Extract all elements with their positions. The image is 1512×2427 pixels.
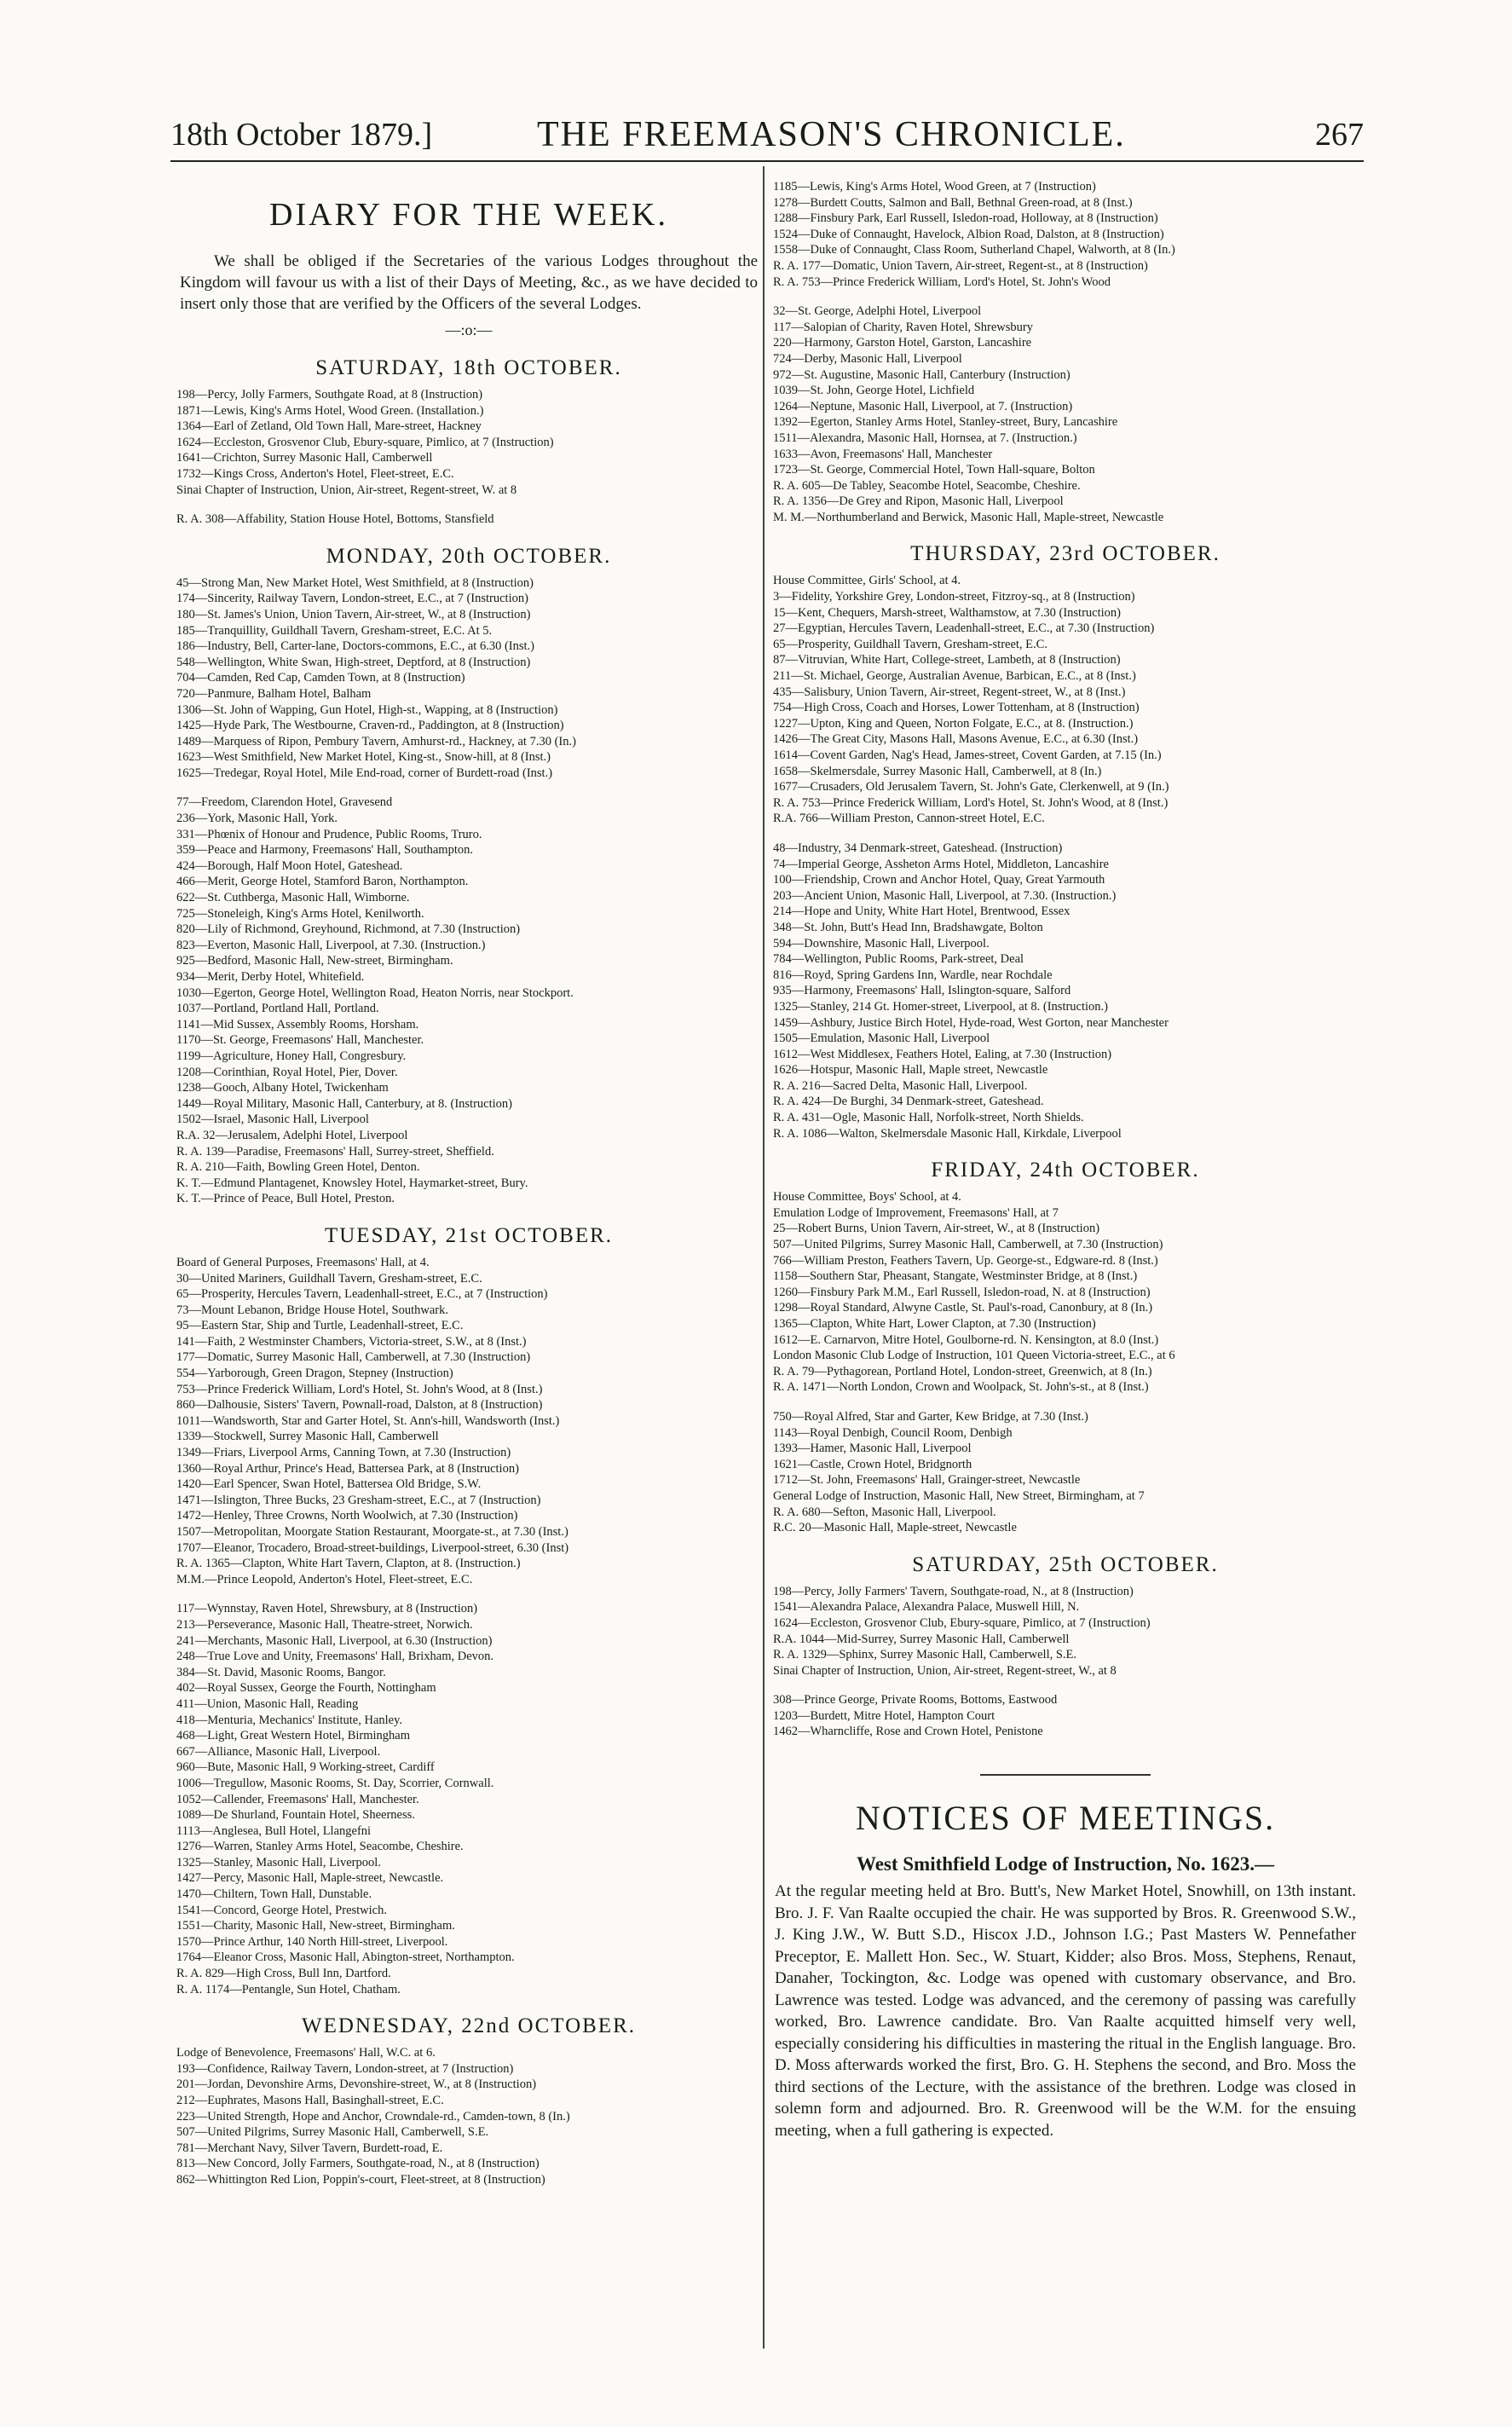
notice-body: At the regular meeting held at Bro. Butt's, New Market Hotel, Snowhill, on 13th instant. Bro. J. F. Van Raalte occupied the chair. He was supported by Bros. R. Greenwood S.W., J. King J.W., W. Butt S.D., Hiscox J.D., Johnson I.G.; Past Masters W. Pennefather Preceptor, E. Mallett Hon. Sec., W. Stuart, Kidder; also Bros. Moss, Stephens, Renaut, Danaher, Tockington, &c. Lodge was opened with customary observance, and Bro. Lawrence was tested. Lodge was advanced, and the ceremony of passing was carefully worked, Bro. Lawrence candidate. Bro. Van Raalte acquitted himself very well, especially considering his difficulties in mastering the ritual in the English language. Bro. D. Moss afterwards worked the first, Bro. G. H. Stephens the second, and Bro. Moss the third sections of the Lecture, with the assistance of the brethren. Lodge was closed in solemn form and adjourned. Bro. R. Greenwood will be the W.M. for the ensuing meeting, when a full gathering is expected. xyxy=(775,1882,1356,2140)
meeting-entry: 1170—St. George, Freemasons' Hall, Manchester. xyxy=(176,1033,424,1048)
meeting-entry: 548—Wellington, White Swan, High-street, Deptford, at 8 (Instruction) xyxy=(176,655,531,669)
meeting-entry: 1558—Duke of Connaught, Class Room, Sutherland Chapel, Walworth, at 8 (In.) xyxy=(773,243,1175,257)
meeting-entry: 214—Hope and Unity, White Hart Hotel, Brentwood, Essex xyxy=(773,904,1071,919)
meeting-entry: 100—Friendship, Crown and Anchor Hotel, Quay, Great Yarmouth xyxy=(773,873,1105,887)
meeting-entry: R. A. 177—Domatic, Union Tavern, Air-street, Regent-st., at 8 (Instruction) xyxy=(773,258,1148,273)
meeting-entry: 418—Menturia, Mechanics' Institute, Hanley. xyxy=(176,1713,403,1727)
meeting-list xyxy=(176,2045,763,2187)
day-heading: WEDNESDAY, 22nd OCTOBER. xyxy=(301,2014,637,2038)
column-divider xyxy=(763,166,765,2349)
meeting-entry: R.A. 32—Jerusalem, Adelphi Hotel, Liverpool xyxy=(176,1128,408,1142)
meeting-entry: 27—Egyptian, Hercules Tavern, Leadenhall-street, E.C., at 7.30 (Instruction) xyxy=(773,621,1155,636)
meeting-entry: 1612—E. Carnarvon, Mitre Hotel, Goulborne-rd. N. Kensington, at 8.0 (Inst.) xyxy=(773,1332,1159,1347)
meeting-entry: 1360—Royal Arthur, Prince's Head, Battersea Park, at 8 (Instruction) xyxy=(176,1461,519,1476)
list-gap xyxy=(176,498,763,511)
meeting-entry: 212—Euphrates, Masons Hall, Basinghall-street, E.C. xyxy=(176,2094,444,2107)
meeting-entry: 1203—Burdett, Mitre Hotel, Hampton Court xyxy=(773,1708,995,1723)
meeting-entry: 1624—Eccleston, Grosvenor Club, Ebury-square, Pimlico, at 7 (Instruction) xyxy=(176,435,554,449)
meeting-entry: 1306—St. John of Wapping, Gun Hotel, High-st., Wapping, at 8 (Instruction) xyxy=(176,702,558,717)
meeting-entry: R. A. 1329—Sphinx, Surrey Masonic Hall, Camberwell, S.E. xyxy=(773,1648,1077,1662)
meeting-entry: 117—Wynnstay, Raven Hotel, Shrewsbury, at 8 (Instruction) xyxy=(176,1602,478,1616)
notice-heading: West Smithfield Lodge of Instruction, No. 1623.— xyxy=(856,1853,1275,1875)
meeting-entry: 667—Alliance, Masonic Hall, Liverpool. xyxy=(176,1744,381,1759)
meeting-entry: 820—Lily of Richmond, Greyhound, Richmond, at 7.30 (Instruction) xyxy=(176,922,521,937)
diary-separator: —:o:— xyxy=(445,321,493,338)
meeting-list xyxy=(773,179,1359,525)
meeting-entry: 860—Dalhousie, Sisters' Tavern, Pownall-road, Dalston, at 8 (Instruction) xyxy=(176,1398,543,1413)
meeting-entry: 48—Industry, 34 Denmark-street, Gateshead. (Instruction) xyxy=(773,841,1063,855)
meeting-entry: 507—United Pilgrims, Surrey Masonic Hall, Camberwell, at 7.30 (Instruction) xyxy=(773,1238,1163,1252)
meeting-entry: London Masonic Club Lodge of Instruction, 101 Queen Victoria-street, E.C., at 6 xyxy=(773,1349,1175,1363)
meeting-entry: 554—Yarborough, Green Dragon, Stepney (Instruction) xyxy=(176,1367,453,1381)
meeting-entry: 1489—Marquess of Ripon, Pembury Tavern, Amhurst-rd., Hackney, at 7.30 (In.) xyxy=(176,734,576,748)
meeting-entry: R. A. 1365—Clapton, White Hart Tavern, Clapton, at 8. (Instruction.) xyxy=(176,1557,521,1571)
meeting-entry: 402—Royal Sussex, George the Fourth, Nottingham xyxy=(176,1681,436,1696)
meeting-entry: 720—Panmure, Balham Hotel, Balham xyxy=(176,686,372,701)
meeting-entry: 1625—Tredegar, Royal Hotel, Mile End-road, corner of Burdett-road (Inst.) xyxy=(176,766,553,780)
meeting-entry: R. A. 431—Ogle, Masonic Hall, Norfolk-street, North Shields. xyxy=(773,1111,1084,1125)
meeting-entry: 1238—Gooch, Albany Hotel, Twickenham xyxy=(176,1081,389,1095)
meeting-entry: 45—Strong Man, New Market Hotel, West Smithfield, at 8 (Instruction) xyxy=(176,575,534,590)
meeting-entry: 223—United Strength, Hope and Anchor, Crowndale-rd., Camden-town, 8 (In.) xyxy=(176,2109,570,2124)
meeting-entry: R. A. 753—Prince Frederick William, Lord's Hotel, St. John's Wood xyxy=(773,274,1111,289)
meeting-entry: 1505—Emulation, Masonic Hall, Liverpool xyxy=(773,1031,990,1046)
meeting-entry: 308—Prince George, Private Rooms, Bottoms, Eastwood xyxy=(773,1693,1058,1708)
meeting-entry: 1626—Hotspur, Masonic Hall, Maple street, Newcastle xyxy=(773,1063,1048,1078)
header-date: 18th October 1879.] xyxy=(170,117,433,153)
meeting-list xyxy=(176,1255,763,1997)
meeting-entry: 1325—Stanley, Masonic Hall, Liverpool. xyxy=(176,1855,381,1869)
meeting-entry: 753—Prince Frederick William, Lord's Hotel, St. John's Wood, at 8 (Inst.) xyxy=(176,1382,543,1396)
meeting-list xyxy=(773,573,1359,1141)
meeting-entry: 1641—Crichton, Surrey Masonic Hall, Camberwell xyxy=(176,451,433,465)
meeting-entry: 193—Confidence, Railway Tavern, London-street, at 7 (Instruction) xyxy=(176,2061,514,2076)
meeting-entry: 1158—Southern Star, Pheasant, Stangate, Westminster Bridge, at 8 (Inst.) xyxy=(773,1269,1138,1284)
meeting-entry: 1185—Lewis, King's Arms Hotel, Wood Green, at 7 (Instruction) xyxy=(773,180,1096,194)
meeting-entry: 1392—Egerton, Stanley Arms Hotel, Stanley-street, Bury, Lancashire xyxy=(773,415,1118,430)
meeting-entry: 1449—Royal Military, Masonic Hall, Canterbury, at 8. (Instruction) xyxy=(176,1096,512,1111)
left-day-sections xyxy=(175,356,763,2188)
meeting-entry: 65—Prosperity, Guildhall Tavern, Gresham-street, E.C. xyxy=(773,637,1047,651)
meeting-entry: 213—Perseverance, Masonic Hall, Theatre-street, Norwich. xyxy=(176,1617,473,1632)
meeting-entry: R. A. 1471—North London, Crown and Woolpack, St. John's-st., at 8 (Inst.) xyxy=(773,1380,1149,1395)
meeting-entry: 1349—Friars, Liverpool Arms, Canning Town, at 7.30 (Instruction) xyxy=(176,1446,511,1460)
meeting-entry: 781—Merchant Navy, Silver Tavern, Burdett-road, E. xyxy=(176,2141,443,2155)
meeting-entry: 74—Imperial George, Assheton Arms Hotel, Middleton, Lancashire xyxy=(773,857,1109,871)
meeting-entry: 1420—Earl Spencer, Swan Hotel, Battersea Old Bridge, S.W. xyxy=(176,1477,482,1492)
meeting-entry: 1278—Burdett Coutts, Salmon and Ball, Bethnal Green-road, at 8 (Inst.) xyxy=(773,195,1133,210)
meeting-entry: R. A. 753—Prince Frederick William, Lord's Hotel, St. John's Wood, at 8 (Inst.) xyxy=(773,795,1169,810)
meeting-entry: 198—Percy, Jolly Farmers, Southgate Road, at 8 (Instruction) xyxy=(176,388,483,402)
meeting-entry: 750—Royal Alfred, Star and Garter, Kew Bridge, at 7.30 (Inst.) xyxy=(773,1409,1088,1424)
meeting-entry: 1011—Wandsworth, Star and Garter Hotel, St. Ann's-hill, Wandsworth (Inst.) xyxy=(176,1413,560,1428)
meeting-entry: 1470—Chiltern, Town Hall, Dunstable. xyxy=(176,1887,372,1902)
meeting-entry: 1052—Callender, Freemasons' Hall, Manchester. xyxy=(176,1792,419,1806)
meeting-entry: 1227—Upton, King and Queen, Norton Folgate, E.C., at 8. (Instruction.) xyxy=(773,716,1134,731)
meeting-entry: K. T.—Edmund Plantagenet, Knowsley Hotel, Haymarket-street, Bury. xyxy=(176,1176,528,1190)
meeting-entry: 1425—Hyde Park, The Westbourne, Craven-rd., Paddington, at 8 (Instruction) xyxy=(176,719,564,733)
meeting-entry: 754—High Cross, Coach and Horses, Lower Tottenham, at 8 (Instruction) xyxy=(773,701,1140,715)
meeting-entry: 1712—St. John, Freemasons' Hall, Grainger-street, Newcastle xyxy=(773,1473,1081,1488)
meeting-entry: 1325—Stanley, 214 Gt. Homer-street, Liverpool, at 8. (Instruction.) xyxy=(773,999,1109,1014)
meeting-entry: 241—Merchants, Masonic Hall, Liverpool, at 6.30 (Instruction) xyxy=(176,1633,493,1648)
meeting-entry: 1393—Hamer, Masonic Hall, Liverpool xyxy=(773,1442,972,1456)
meeting-entry: R. A. 79—Pythagorean, Portland Hotel, London-street, Greenwich, at 8 (In.) xyxy=(773,1364,1152,1378)
meeting-entry: 424—Borough, Half Moon Hotel, Gateshead. xyxy=(176,858,403,873)
meeting-entry: 1143—Royal Denbigh, Council Room, Denbigh xyxy=(773,1425,1013,1440)
day-heading: TUESDAY, 21st OCTOBER. xyxy=(324,1223,614,1247)
meeting-entry: 823—Everton, Masonic Hall, Liverpool, at 7.30. (Instruction.) xyxy=(176,938,486,952)
meeting-entry: R. A. 308—Affability, Station House Hotel, Bottoms, Stansfield xyxy=(176,512,494,527)
right-day-sections xyxy=(771,179,1359,1740)
meeting-entry: Sinai Chapter of Instruction, Union, Air-street, Regent-street, W., at 8 xyxy=(773,1663,1117,1678)
day-heading: MONDAY, 20th OCTOBER. xyxy=(326,544,612,568)
meeting-entry: 220—Harmony, Garston Hotel, Garston, Lancashire xyxy=(773,336,1032,350)
meeting-entry: 236—York, Masonic Hall, York. xyxy=(176,812,338,826)
meeting-entry: 87—Vitruvian, White Hart, College-street, Lambeth, at 8 (Instruction) xyxy=(773,653,1121,667)
meeting-entry: 1623—West Smithfield, New Market Hotel, King-st., Snow-hill, at 8 (Inst.) xyxy=(176,750,551,765)
meeting-entry: 1541—Concord, George Hotel, Prestwich. xyxy=(176,1903,387,1917)
meeting-list xyxy=(773,1189,1359,1535)
meeting-entry: 1006—Tregullow, Masonic Rooms, St. Day, Scorrier, Cornwall. xyxy=(176,1776,494,1790)
meeting-entry: 1089—De Shurland, Fountain Hotel, Sheerness. xyxy=(176,1808,415,1823)
meeting-entry: 32—St. George, Adelphi Hotel, Liverpool xyxy=(773,304,982,319)
list-gap xyxy=(773,290,1359,303)
meeting-entry: 3—Fidelity, Yorkshire Grey, London-street, Fitzroy-sq., at 8 (Instruction) xyxy=(773,590,1135,604)
meeting-entry: Lodge of Benevolence, Freemasons' Hall, W.C. at 6. xyxy=(176,2046,436,2060)
meeting-entry: R. A. 210—Faith, Bowling Green Hotel, Denton. xyxy=(176,1160,420,1175)
meeting-entry: Sinai Chapter of Instruction, Union, Air-street, Regent-street, W. at 8 xyxy=(176,483,517,497)
meeting-entry: 813—New Concord, Jolly Farmers, Southgate-road, N., at 8 (Instruction) xyxy=(176,2157,540,2171)
meeting-entry: 1633—Avon, Freemasons' Hall, Manchester xyxy=(773,447,993,461)
meeting-entry: 331—Phœnix of Honour and Prudence, Public Rooms, Truro. xyxy=(176,827,482,841)
meeting-entry: 1208—Corinthian, Royal Hotel, Pier, Dover. xyxy=(176,1065,398,1079)
meeting-entry: 211—St. Michael, George, Australian Avenue, Barbican, E.C., at 8 (Inst.) xyxy=(773,669,1136,684)
meeting-entry: R.C. 20—Masonic Hall, Maple-street, Newcastle xyxy=(773,1521,1017,1535)
meeting-entry: 15—Kent, Chequers, Marsh-street, Walthamstow, at 7.30 (Instruction) xyxy=(773,605,1121,620)
meeting-entry: 1260—Finsbury Park M.M., Earl Russell, Isledon-road, N. at 8 (Instruction) xyxy=(773,1285,1151,1299)
meeting-entry: 1459—Ashbury, Justice Birch Hotel, Hyde-road, West Gorton, near Manchester xyxy=(773,1015,1169,1030)
meeting-entry: R.A. 1044—Mid-Surrey, Surrey Masonic Hall, Camberwell xyxy=(773,1632,1070,1646)
meeting-entry: 203—Ancient Union, Masonic Hall, Liverpool, at 7.30. (Instruction.) xyxy=(773,888,1117,903)
day-heading: THURSDAY, 23rd OCTOBER. xyxy=(910,542,1221,566)
meeting-entry: 1658—Skelmersdale, Surrey Masonic Hall, Camberwell, at 8 (In.) xyxy=(773,764,1102,778)
meeting-entry: 1764—Eleanor Cross, Masonic Hall, Abington-street, Northampton. xyxy=(176,1950,515,1965)
header-title: THE FREEMASON'S CHRONICLE. xyxy=(537,115,1126,154)
meeting-list xyxy=(176,387,763,528)
meeting-entry: 925—Bedford, Masonic Hall, New-street, Birmingham. xyxy=(176,954,453,968)
meeting-entry: 1427—Percy, Masonic Hall, Maple-street, Newcastle. xyxy=(176,1871,444,1886)
meeting-entry: 117—Salopian of Charity, Raven Hotel, Shrewsbury xyxy=(773,320,1033,334)
meeting-entry: R. A. 424—De Burghi, 34 Denmark-street, Gateshead. xyxy=(773,1095,1044,1109)
meeting-entry: 1199—Agriculture, Honey Hall, Congresbury. xyxy=(176,1049,407,1063)
meeting-entry: 1723—St. George, Commercial Hotel, Town Hall-square, Bolton xyxy=(773,463,1095,477)
meeting-entry: 468—Light, Great Western Hotel, Birmingham xyxy=(176,1729,411,1743)
meeting-entry: 1871—Lewis, King's Arms Hotel, Wood Green. (Installation.) xyxy=(176,403,484,418)
meeting-entry: 935—Harmony, Freemasons' Hall, Islington-square, Salford xyxy=(773,984,1071,998)
meeting-entry: 1037—Portland, Portland Hall, Portland. xyxy=(176,1002,379,1016)
meeting-entry: 1426—The Great City, Masons Hall, Masons Avenue, E.C., at 6.30 (Inst.) xyxy=(773,732,1139,747)
meeting-entry: R. A. 605—De Tabley, Seacombe Hotel, Seacombe, Cheshire. xyxy=(773,478,1081,493)
list-gap xyxy=(773,1396,1359,1409)
meeting-entry: 1472—Henley, Three Crowns, North Woolwich, at 7.30 (Instruction) xyxy=(176,1509,518,1523)
meeting-entry: 960—Bute, Masonic Hall, 9 Working-street, Cardiff xyxy=(176,1760,435,1775)
notices-rule xyxy=(980,1774,1151,1776)
meeting-entry: 934—Merit, Derby Hotel, Whitefield. xyxy=(176,970,365,984)
meeting-entry: 185—Tranquillity, Guildhall Tavern, Gresham-street, E.C. At 5. xyxy=(176,623,493,638)
meeting-entry: 725—Stoneleigh, King's Arms Hotel, Kenilworth. xyxy=(176,906,424,921)
meeting-entry: 411—Union, Masonic Hall, Reading xyxy=(176,1696,359,1711)
meeting-entry: House Committee, Boys' School, at 4. xyxy=(773,1190,961,1205)
meeting-entry: 972—St. Augustine, Masonic Hall, Canterbury (Instruction) xyxy=(773,367,1071,382)
meeting-entry: 1624—Eccleston, Grosvenor Club, Ebury-square, Pimlico, at 7 (Instruction) xyxy=(773,1615,1151,1630)
meeting-entry: 1507—Metropolitan, Moorgate Station Restaurant, Moorgate-st., at 7.30 (Inst.) xyxy=(176,1525,568,1539)
meeting-entry: 1612—West Middlesex, Feathers Hotel, Ealing, at 7.30 (Instruction) xyxy=(773,1047,1112,1061)
meeting-entry: R. A. 1174—Pentangle, Sun Hotel, Chatham. xyxy=(176,1982,401,1996)
meeting-entry: 1551—Charity, Masonic Hall, New-street, Birmingham. xyxy=(176,1919,455,1933)
meeting-entry: 1502—Israel, Masonic Hall, Liverpool xyxy=(176,1112,369,1127)
list-gap xyxy=(773,827,1359,841)
diary-intro: We shall be obliged if the Secretaries of the various Lodges throughout the Kingdom will favour us with a list of their Days of Meeting, &c., as we have decided to insert only those that are verified by the Officers of the several Lodges. xyxy=(180,252,758,313)
meeting-entry: R. A. 1086—Walton, Skelmersdale Masonic Hall, Kirkdale, Liverpool xyxy=(773,1126,1122,1141)
meeting-entry: K. T.—Prince of Peace, Bull Hotel, Preston. xyxy=(176,1192,395,1206)
meeting-entry: 201—Jordan, Devonshire Arms, Devonshire-street, W., at 8 (Instruction) xyxy=(176,2077,537,2092)
meeting-entry: 1288—Finsbury Park, Earl Russell, Isledon-road, Holloway, at 8 (Instruction) xyxy=(773,211,1158,226)
meeting-entry: 594—Downshire, Masonic Hall, Liverpool. xyxy=(773,936,990,951)
meeting-entry: 466—Merit, George Hotel, Stamford Baron, Northampton. xyxy=(176,875,469,889)
meeting-entry: 1511—Alexandra, Masonic Hall, Hornsea, at 7. (Instruction.) xyxy=(773,431,1077,445)
meeting-entry: 348—St. John, Butt's Head Inn, Bradshawgate, Bolton xyxy=(773,920,1043,934)
meeting-entry: 435—Salisbury, Union Tavern, Air-street, Regent-street, W., at 8 (Inst.) xyxy=(773,685,1126,699)
meeting-entry: Emulation Lodge of Improvement, Freemasons' Hall, at 7 xyxy=(773,1205,1059,1220)
meeting-entry: 1524—Duke of Connaught, Havelock, Albion Road, Dalston, at 8 (Instruction) xyxy=(773,227,1164,241)
meeting-entry: 1339—Stockwell, Surrey Masonic Hall, Camberwell xyxy=(176,1430,439,1444)
meeting-entry: 25—Robert Burns, Union Tavern, Air-street, W., at 8 (Instruction) xyxy=(773,1222,1100,1236)
diary-title: DIARY FOR THE WEEK. xyxy=(269,197,668,233)
meeting-entry: 1541—Alexandra Palace, Alexandra Palace, Muswell Hill, N. xyxy=(773,1600,1080,1615)
meeting-entry: 724—Derby, Masonic Hall, Liverpool xyxy=(773,351,962,366)
meeting-entry: 30—United Mariners, Guildhall Tavern, Gresham-street, E.C. xyxy=(176,1271,482,1286)
day-heading: SATURDAY, 25th OCTOBER. xyxy=(912,1552,1219,1576)
meeting-entry: 180—St. James's Union, Union Tavern, Air-street, W., at 8 (Instruction) xyxy=(176,607,531,621)
meeting-entry: 248—True Love and Unity, Freemasons' Hall, Brixham, Devon. xyxy=(176,1650,494,1664)
list-gap xyxy=(773,1679,1359,1692)
meeting-entry: 359—Peace and Harmony, Freemasons' Hall, Southampton. xyxy=(176,843,473,858)
meeting-entry: M. M.—Northumberland and Berwick, Masonic Hall, Maple-street, Newcastle xyxy=(773,510,1164,524)
meeting-entry: General Lodge of Instruction, Masonic Hall, New Street, Birmingham, at 7 xyxy=(773,1488,1145,1503)
meeting-entry: 1621—Castle, Crown Hotel, Bridgnorth xyxy=(773,1457,972,1471)
meeting-entry: 622—St. Cuthberga, Masonic Hall, Wimborne. xyxy=(176,891,410,905)
meeting-entry: 1039—St. John, George Hotel, Lichfield xyxy=(773,384,975,398)
meeting-entry: 186—Industry, Bell, Carter-lane, Doctors-commons, E.C., at 6.30 (Inst.) xyxy=(176,639,534,654)
meeting-entry: 384—St. David, Masonic Rooms, Bangor. xyxy=(176,1665,386,1679)
meeting-entry: R. A. 829—High Cross, Bull Inn, Dartford. xyxy=(176,1967,391,1981)
meeting-entry: 73—Mount Lebanon, Bridge House Hotel, Southwark. xyxy=(176,1303,448,1317)
page-header xyxy=(170,109,1364,160)
meeting-entry: 1471—Islington, Three Bucks, 23 Gresham-street, E.C., at 7 (Instruction) xyxy=(176,1493,541,1507)
meeting-entry: 1570—Prince Arthur, 140 North Hill-street, Liverpool. xyxy=(176,1934,448,1949)
meeting-entry: 1707—Eleanor, Trocadero, Broad-street-buildings, Liverpool-street, 6.30 (Inst) xyxy=(176,1540,569,1555)
meeting-entry: 766—William Preston, Feathers Tavern, Up. George-st., Edgware-rd. 8 (Inst.) xyxy=(773,1253,1158,1268)
meeting-entry: 1141—Mid Sussex, Assembly Rooms, Horsham. xyxy=(176,1017,419,1031)
meeting-entry: 1614—Covent Garden, Nag's Head, James-street, Covent Garden, at 7.15 (In.) xyxy=(773,748,1162,762)
meeting-entry: R. A. 1356—De Grey and Ripon, Masonic Hall, Liverpool xyxy=(773,494,1064,509)
meeting-entry: 1298—Royal Standard, Alwyne Castle, St. Paul's-road, Canonbury, at 8 (In.) xyxy=(773,1301,1153,1315)
meeting-entry: 1276—Warren, Stanley Arms Hotel, Seacombe, Cheshire. xyxy=(176,1840,464,1854)
meeting-entry: 1462—Wharncliffe, Rose and Crown Hotel, Penistone xyxy=(773,1725,1043,1739)
meeting-entry: House Committee, Girls' School, at 4. xyxy=(773,574,961,588)
day-heading: SATURDAY, 18th OCTOBER. xyxy=(315,356,622,379)
day-heading: FRIDAY, 24th OCTOBER. xyxy=(931,1159,1200,1182)
meeting-entry: 141—Faith, 2 Westminster Chambers, Victoria-street, S.W., at 8 (Inst.) xyxy=(176,1334,527,1349)
meeting-entry: 862—Whittington Red Lion, Poppin's-court, Fleet-street, at 8 (Instruction) xyxy=(176,2172,545,2187)
meeting-entry: 1365—Clapton, White Hart, Lower Clapton, at 7.30 (Instruction) xyxy=(773,1317,1096,1331)
meeting-entry: R. A. 216—Sacred Delta, Masonic Hall, Liverpool. xyxy=(773,1078,1028,1093)
right-column xyxy=(771,179,1359,2141)
meeting-entry: 1677—Crusaders, Old Jerusalem Tavern, St. John's Gate, Clerkenwell, at 9 (In.) xyxy=(773,780,1169,795)
meeting-entry: Board of General Purposes, Freemasons' Hall, at 4. xyxy=(176,1255,430,1269)
meeting-entry: R. A. 680—Sefton, Masonic Hall, Liverpool. xyxy=(773,1505,996,1519)
meeting-entry: 95—Eastern Star, Ship and Turtle, Leadenhall-street, E.C. xyxy=(176,1319,464,1333)
meeting-entry: 1030—Egerton, George Hotel, Wellington Road, Heaton Norris, near Stockport. xyxy=(176,985,574,1000)
left-column xyxy=(175,179,763,2188)
meeting-entry: 1732—Kings Cross, Anderton's Hotel, Fleet-street, E.C. xyxy=(176,466,454,481)
meeting-entry: 704—Camden, Red Cap, Camden Town, at 8 (Instruction) xyxy=(176,671,465,685)
meeting-list xyxy=(773,1584,1359,1740)
meeting-entry: 77—Freedom, Clarendon Hotel, Gravesend xyxy=(176,795,393,810)
meeting-entry: M.M.—Prince Leopold, Anderton's Hotel, Fleet-street, E.C. xyxy=(176,1572,473,1586)
meeting-entry: 816—Royd, Spring Gardens Inn, Wardle, near Rochdale xyxy=(773,968,1053,982)
meeting-entry: 1113—Anglesea, Bull Hotel, Llangefni xyxy=(176,1823,372,1838)
meeting-entry: 507—United Pilgrims, Surrey Masonic Hall, Camberwell, S.E. xyxy=(176,2125,489,2140)
meeting-list xyxy=(176,575,763,1207)
notices-title: NOTICES OF MEETINGS. xyxy=(855,1799,1276,1838)
meeting-entry: R.A. 766—William Preston, Cannon-street Hotel, E.C. xyxy=(773,812,1045,826)
meeting-entry: R. A. 139—Paradise, Freemasons' Hall, Surrey-street, Sheffield. xyxy=(176,1144,494,1159)
meeting-entry: 65—Prosperity, Hercules Tavern, Leadenhall-street, E.C., at 7 (Instruction) xyxy=(176,1287,548,1302)
page-number: 267 xyxy=(1315,117,1364,153)
meeting-entry: 198—Percy, Jolly Farmers' Tavern, Southgate-road, N., at 8 (Instruction) xyxy=(773,1584,1134,1598)
list-gap xyxy=(176,781,763,795)
list-gap xyxy=(176,1587,763,1601)
meeting-entry: 1364—Earl of Zetland, Old Town Hall, Mare-street, Hackney xyxy=(176,419,482,434)
meeting-entry: 1264—Neptune, Masonic Hall, Liverpool, at 7. (Instruction) xyxy=(773,399,1073,413)
meeting-entry: 177—Domatic, Surrey Masonic Hall, Camberwell, at 7.30 (Instruction) xyxy=(176,1350,531,1365)
header-rule xyxy=(170,160,1364,162)
meeting-entry: 784—Wellington, Public Rooms, Park-street, Deal xyxy=(773,952,1024,967)
meeting-entry: 174—Sincerity, Railway Tavern, London-street, E.C., at 7 (Instruction) xyxy=(176,592,528,606)
